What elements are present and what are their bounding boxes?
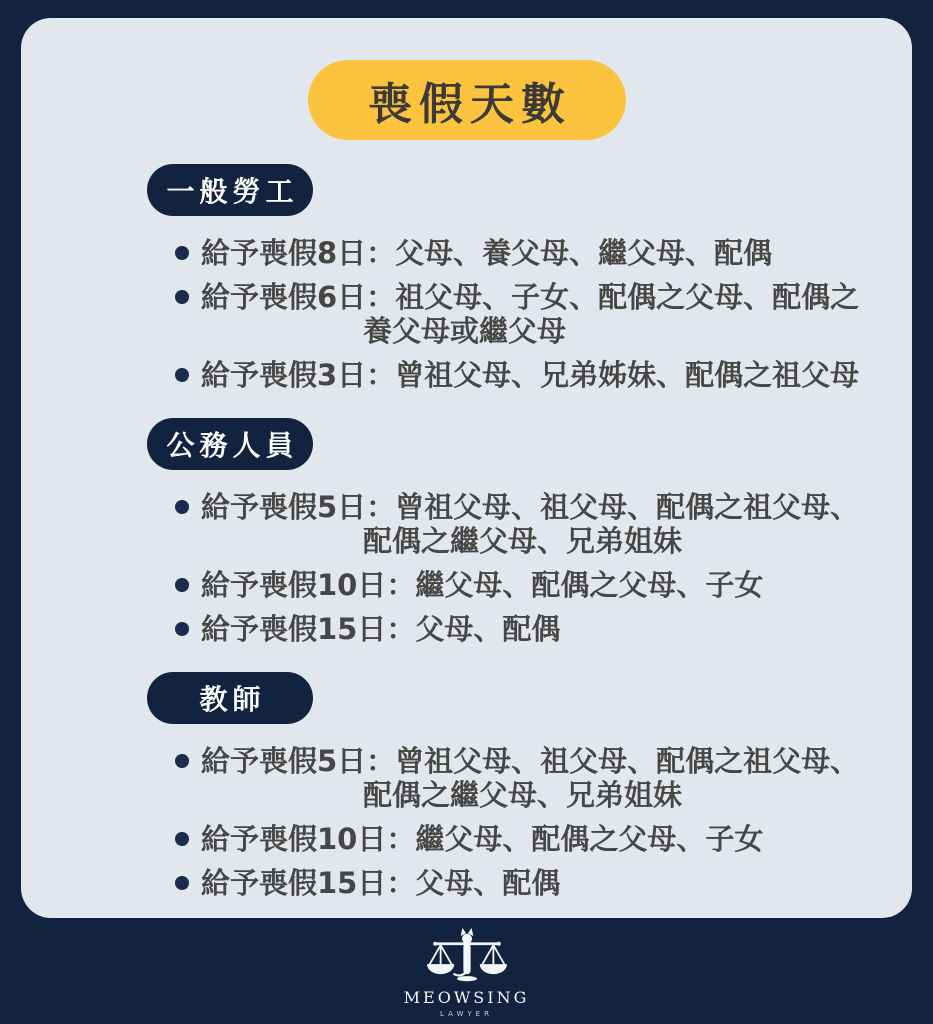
bullet-dot-icon [175,290,189,304]
list-item-line: 給予喪假10日：繼父母、配偶之父母、子女 [201,822,764,856]
list-item [175,612,872,646]
bullet-list [175,490,872,646]
list-item [175,822,872,856]
list-item [175,866,872,900]
section-header-teachers [147,672,313,724]
list-item-line: 給予喪假5日：曾祖父母、祖父母、配偶之祖父母、 [201,490,860,524]
brand-name: MEOWSING [403,988,530,1007]
section-header-label: 教師 [199,683,266,716]
list-item-line: 給予喪假8日：父母、養父母、繼父母、配偶 [201,236,773,270]
list-item-line: 給予喪假5日：曾祖父母、祖父母、配偶之祖父母、 [201,744,860,778]
bullet-dot-icon [175,754,189,768]
list-item-text [201,490,859,558]
footer-brand-block [0,926,933,1018]
section-header-label: 一般勞工 [166,175,299,208]
list-item-line: 給予喪假15日：父母、配偶 [201,866,561,900]
list-item-text [201,612,560,646]
bullet-dot-icon [175,832,189,846]
section-header-general-workers [147,164,313,216]
list-item-line: 配偶之繼父母、兄弟姐妹 [363,778,683,812]
bullet-dot-icon [175,622,189,636]
list-item [175,568,872,602]
list-item [175,236,872,270]
list-item-line: 給予喪假3日：曾祖父母、兄弟姊妹、配偶之祖父母 [201,358,860,392]
bullet-list [175,236,872,392]
cat-scales-of-justice-icon [421,926,513,986]
list-item [175,358,872,392]
section-teachers [147,672,872,900]
section-general-workers [147,164,872,392]
content-card [21,18,912,918]
bullet-dot-icon [175,246,189,260]
bullet-dot-icon [175,368,189,382]
list-item-line: 給予喪假15日：父母、配偶 [201,612,561,646]
list-item-text [201,280,859,348]
section-civil-servants [147,418,872,646]
brand-tagline: LAWYER [440,1010,493,1018]
bullet-dot-icon [175,578,189,592]
list-item-text [201,236,772,270]
list-item [175,280,872,348]
list-item-line: 給予喪假6日：祖父母、子女、配偶之父母、配偶之 [201,280,860,314]
list-item-line: 給予喪假10日：繼父母、配偶之父母、子女 [201,568,764,602]
list-item-line: 配偶之繼父母、兄弟姐妹 [363,524,683,558]
section-header-civil-servants [147,418,313,470]
page-title [308,60,626,140]
page-title-label: 喪假天數 [368,79,572,130]
list-item-text [201,744,859,812]
list-item-text [201,568,763,602]
bullet-list [175,744,872,900]
sections-container [147,164,872,926]
list-item [175,744,872,812]
list-item-text [201,358,859,392]
bullet-dot-icon [175,876,189,890]
list-item-text [201,866,560,900]
list-item [175,490,872,558]
list-item-text [201,822,763,856]
list-item-line: 養父母或繼父母 [363,314,567,348]
section-header-label: 公務人員 [166,429,299,462]
bullet-dot-icon [175,500,189,514]
